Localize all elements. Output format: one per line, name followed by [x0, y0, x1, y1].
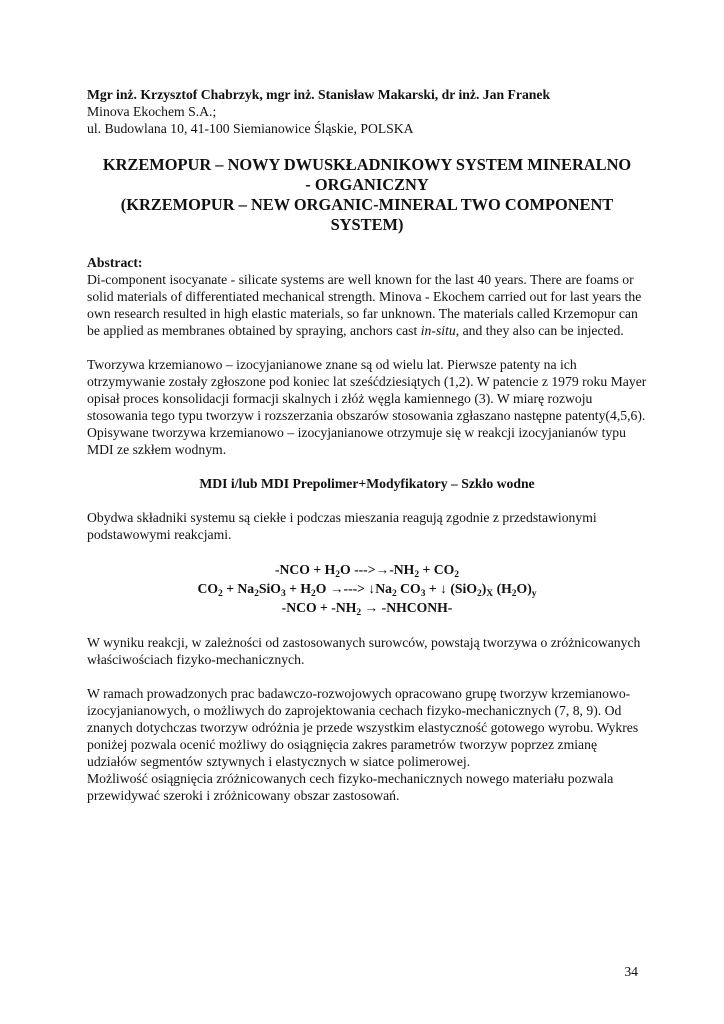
- title-line-3: (KRZEMOPUR – NEW ORGANIC-MINERAL TWO COMPONENT: [120, 195, 614, 214]
- page-content: [87, 86, 647, 804]
- page-number: 34: [624, 964, 638, 979]
- authors: Mgr inż. Krzysztof Chabrzyk, mgr inż. Stanisław Makarski, dr inż. Jan Franek: [87, 87, 551, 102]
- equations-block: [87, 560, 647, 617]
- abstract-heading: Abstract:: [87, 255, 143, 270]
- spacer: [87, 617, 647, 634]
- spacer: [87, 458, 647, 475]
- paragraph-components: Obydwa składniki systemu są ciekłe i podczas mieszania reagują zgodnie z przedstawionymi podstawowymi reakcjami.: [87, 510, 597, 542]
- spacer: [87, 492, 647, 509]
- address: ul. Budowlana 10, 41-100 Siemianowice Śląskie, POLSKA: [87, 121, 414, 136]
- abstract-italic: in-situ: [420, 323, 456, 338]
- spacer: [87, 668, 647, 685]
- title-line-1: KRZEMOPUR – NOWY DWUSKŁADNIKOWY SYSTEM MINERALNO: [102, 155, 632, 174]
- spacer: [87, 543, 647, 560]
- equation-2: $CO_2 + Na_2SiO_3 + H_2O$ →---> $↓Na_2$ $CO_3$ + ↓ $(SiO_2)_X$ $(H_2O)_y$: [197, 581, 537, 599]
- abstract-text: [87, 271, 647, 339]
- abstract-text-end: , and they also can be injected.: [455, 323, 624, 338]
- paragraph-research: W ramach prowadzonych prac badawczo-rozwojowych opracowano grupę tworzyw krzemianowo-izocyjanianowych, o możliwych do zaprojektowania cechach fizyko-mechanicznych (7, 8, 9). Od znanych dotychczas tworzyw odróżnia je przede wszystkim elastyczność gotowego wyrobu. Wykres poniżej pozwala ocenić możliwy do osiągnięcia zakres parametrów tworzyw poprzez zmianę udziałów segmentów sztywnych i elastycznych w siatce polimerowej.: [87, 686, 639, 769]
- paragraph-history: Tworzywa krzemianowo – izocyjanianowe znane są od wielu lat. Pierwsze patenty na ich otrzymywanie zostały zgłoszone pod koniec lat sześćdziesiątych (1,2). W patencie z 1979 roku Mayer opisał proces konsolidacji formacji skalnych i złóż węgla kamiennego (3). W miarę rozwoju stosowania tego typu tworzyw i rozszerzania obszarów stosowania zgłaszano następne patenty(4,5,6).: [87, 357, 647, 423]
- title-line-4: SYSTEM): [330, 215, 404, 234]
- formula-line: MDI i/lub MDI Prepolimer+Modyfikatory – Szkło wodne: [199, 476, 535, 491]
- equation-1: $-NCO + H_2O$ $--->\to-NH_2 + CO_2$: [274, 562, 460, 580]
- paper-title: [87, 155, 647, 235]
- affiliation: Minova Ekochem S.A.;: [87, 104, 217, 119]
- equation-3: $-NCO + -NH_2$ → -NHCONH-: [281, 600, 453, 618]
- title-line-2: - ORGANICZNY: [305, 175, 429, 194]
- paragraph-reaction-result: W wyniku reakcji, w zależności od zastosowanych surowców, powstają tworzywa o zróżnicowanych właściwościach fizyko-mechanicznych.: [87, 635, 641, 667]
- paragraph-applications: Możliwość osiągnięcia zróżnicowanych cech fizyko-mechanicznych nowego materiału pozwala przewidywać szeroki i zróżnicowany obszar zastosowań.: [87, 771, 614, 803]
- spacer: [87, 339, 647, 356]
- paragraph-description: Opisywane tworzywa krzemianowo – izocyjanianowe otrzymuje się w reakcji izocyjanianów typu MDI ze szkłem wodnym.: [87, 425, 626, 457]
- abstract-text-start: Di-component isocyanate - silicate systems are well known for the last 40 years. There are foams or solid materials of differentiated mechanical strength. Minova - Ekochem carried out for last years the own research resulted in high elastic materials, so far unknown. The materials called Krzemopur can be applied as membranes obtained by spraying, anchors cast: [87, 272, 642, 338]
